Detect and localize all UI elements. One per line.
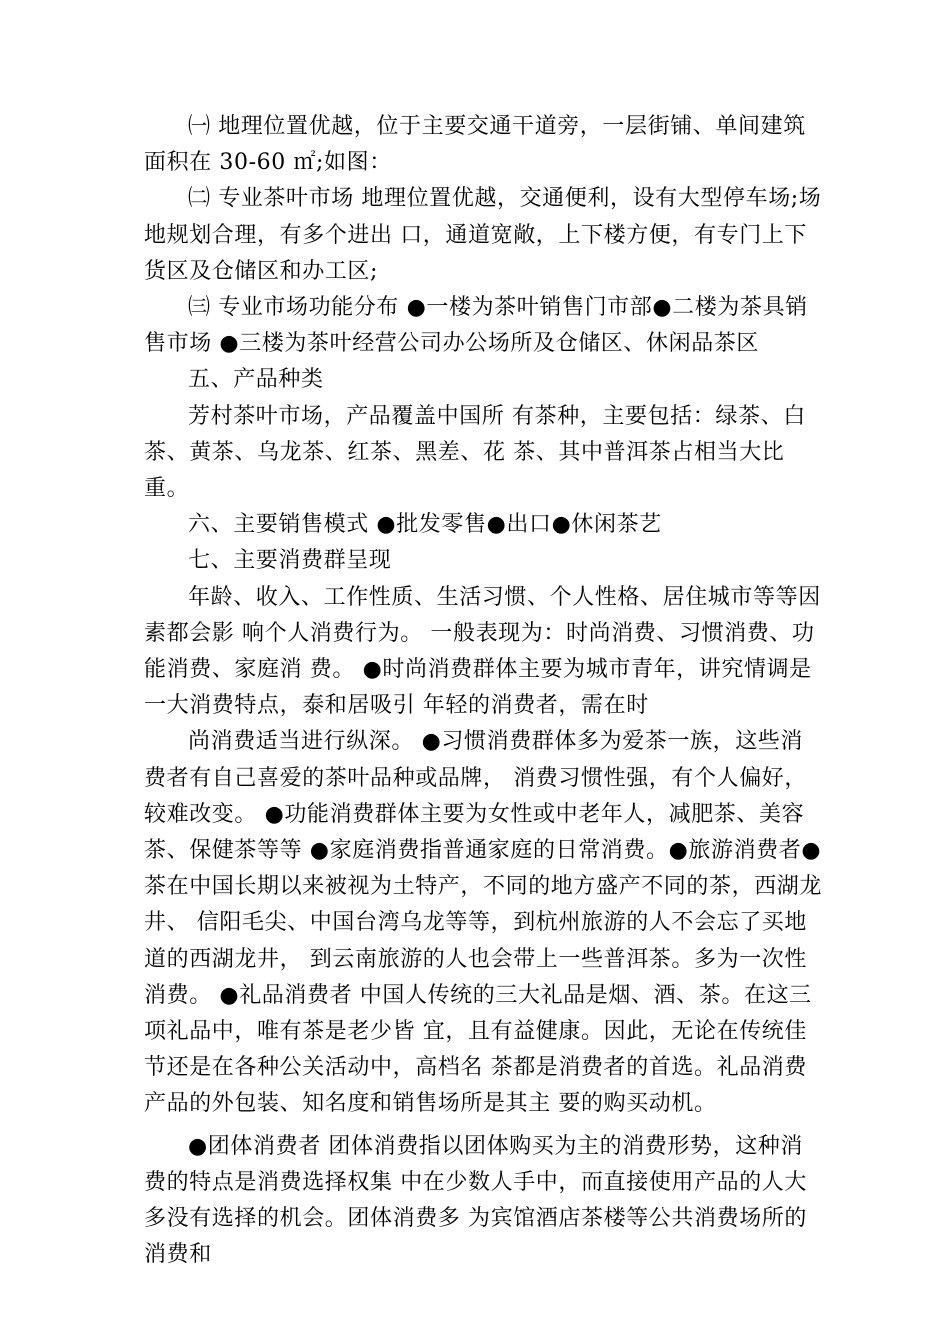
document-body (144, 109, 824, 1274)
section-heading-consumer-groups: 七、主要消费群呈现 (188, 548, 392, 574)
section-heading-sales-modes: 六、主要销售模式 ●批发零售●出口●休闲茶艺 (188, 512, 662, 538)
paragraph-consumer-types: 尚消费适当进行纵深。 ●习惯消费群体多为爱茶一族，这些消费者有自己喜爱的茶叶品种或品牌， 消费习惯性强，有个人偏好，较难改变。 ●功能消费群体主要为女性或中老年人，减肥茶、美容茶、保健茶等等 ●家庭消费指普通家庭的日常消费。●旅游消费者●茶在中国长期以来被视为土特产，不同的地方盛产不同的茶，西湖龙井、 信阳毛尖、中国台湾乌龙等等，到杭州旅游的人不会忘了买地道的西湖龙井， 到云南旅游的人也会带上一些普洱茶。多为一次性消费。 ●礼品消费者 中国人传统的三大礼品是烟、酒、茶。在这三项礼品中，唯有茶是老少皆 宜，且有益健康。因此，无论在传统佳节还是在各种公关活动中，高档名 茶都是消费者的首选。礼品消费产品的外包装、知名度和销售场所是其主 要的购买动机。 (144, 729, 823, 1117)
paragraph-group-consumers: ●团体消费者 团体消费指以团体购买为主的消费形势，这种消费的特点是消费选择权集 中在少数人手中，而直接使用产品的人大多没有选择的机会。团体消费多 为宾馆酒店茶楼等公共消费场所的消费和 (144, 1133, 807, 1268)
paragraph-product-types: 芳村茶叶市场，产品覆盖中国所 有茶种，主要包括：绿茶、白茶、黄茶、乌龙茶、红茶、黑差、花 茶、其中普洱茶占相当大比重。 (144, 403, 806, 502)
paragraph-market-functions: ㈢ 专业市场功能分布 ●一楼为茶叶销售门市部●二楼为茶具销售市场 ●三楼为茶叶经营公司办公场所及仓储区、休闲品茶区 (144, 295, 808, 357)
paragraph-location-advantage: ㈠ 地理位置优越，位于主要交通干道旁，一层街铺、单间建筑面积在 30-60 ㎡;如图： (144, 114, 806, 176)
paragraph-consumer-behavior: 年龄、收入、工作性质、生活习惯、个人性格、居住城市等等因素都会影 响个人消费行为。 一般表现为：时尚消费、习惯消费、功能消费、家庭消 费。 ●时尚消费群体主要为城市青年，讲究情调是一大消费特点，泰和居吸引 年轻的消费者，需在时 (144, 584, 821, 719)
section-heading-product-types: 五、产品种类 (188, 367, 324, 393)
paragraph-tea-market: ㈡ 专业茶叶市场 地理位置优越，交通便利，设有大型停车场;场地规划合理，有多个进出 口，通道宽敞，上下楼方便，有专门上下货区及仓储区和办工区; (144, 186, 822, 284)
